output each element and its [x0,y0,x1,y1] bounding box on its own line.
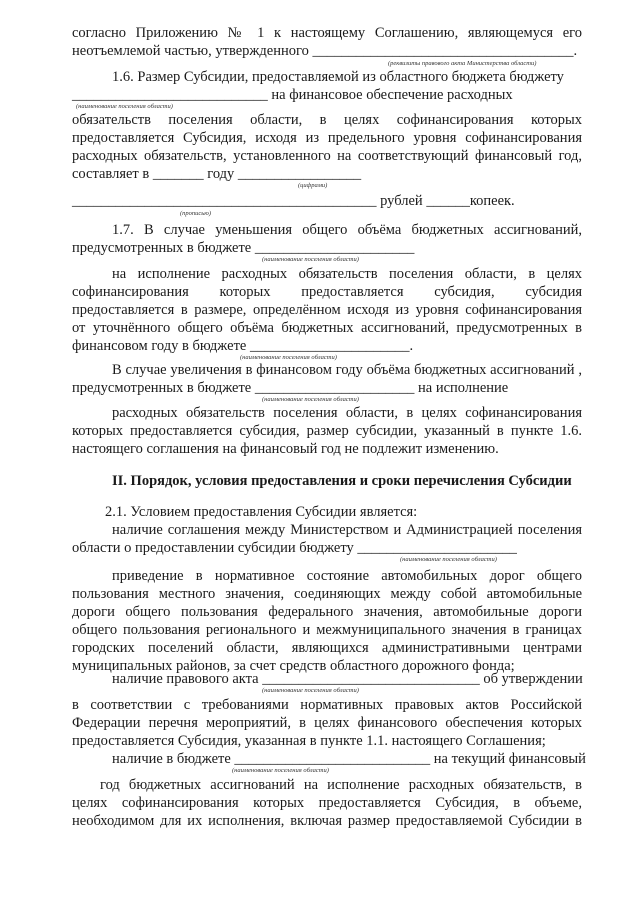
section-heading: II. Порядок, условия предоставления и сроки перечисления Субсидии [112,473,572,489]
field-hint: (реквизиты правового акта Министерства области) [388,60,537,67]
text-line: согласно Приложению № 1 к настоящему Соглашению, являющемуся его [72,25,582,41]
text-line: предоставляется Субсидия, указанная в пункте 1.1. настоящего Соглашения; [72,733,546,749]
text-line: 1.7. В случае уменьшения общего объёма бюджетных ассигнований, [112,222,582,238]
text-line: муниципальных районов, за счет средств областного дорожного фонда; [72,658,515,674]
text-line: 1.6. Размер Субсидии, предоставляемой из областного бюджета бюджету [112,69,564,85]
text-line: городских поселений области, являющихся административными центрами [72,640,582,656]
field-hint: (прописью) [180,210,212,217]
text-line: наличие правового акта ______________________________ об утверждении [112,671,583,687]
text-line: составляет в _______ году _________________ [72,166,362,182]
text-line: от уточнённого общего объёма бюджетных ассигнований, предусмотренных в [72,320,582,336]
text-line: которых предоставляется субсидия, размер субсидии, указанный в пункте 1.6. [72,423,582,439]
text-line: настоящего соглашения на финансовый год не подлежит изменению. [72,441,499,457]
text-line: софинансирования которых предоставляется субсидия, субсидия [72,284,582,300]
field-hint: (наименование поселения области) [262,256,359,263]
text-line: предусмотренных в бюджете ______________________ [72,240,415,256]
text-line: наличие в бюджете ___________________________ на текущий финансовый [112,751,586,767]
text-line: предусмотренных в бюджете ______________________ на исполнение [72,380,509,396]
text-line: Федерации перечня мероприятий, в целях финансового обеспечения которых [72,715,582,731]
text-line: области о предоставлении субсидии бюджету ______________________ [72,540,517,556]
text-line: ___________________________ на финансовое обеспечение расходных [72,87,513,103]
text-line: неотъемлемой частью, утвержденного ____________________________________. [72,43,578,59]
text-line: предоставляется в размере, определённом исходя из уровня софинансирования [72,302,582,318]
field-hint: (цифрами) [298,182,328,189]
text-line: финансовом году в бюджете ______________________. [72,338,414,354]
text-line: 2.1. Условием предоставления Субсидии является: [105,504,418,520]
text-line: в соответствии с требованиями нормативных правовых актов Российской [72,697,582,713]
field-hint: (наименование поселения области) [76,103,173,110]
text-line: пользования местного значения, соединяющих между собой автомобильные [72,586,582,602]
text-line: необходимом для их исполнения, включая размер предоставляемой Субсидии в [72,813,582,829]
text-line: расходных обязательств поселения области, в целях софинансирования [112,405,582,421]
text-line: __________________________________________ рублей ______копеек. [72,193,515,209]
text-line: год бюджетных ассигнований на исполнение расходных обязательств, в [100,777,582,793]
text-line: общего пользования регионального и межмуниципального значения в границах [72,622,582,638]
text-line: предоставляется Субсидия, исходя из предельного уровня софинансирования [72,130,582,146]
field-hint: (наименование поселения области) [400,556,497,563]
text-line: приведение в нормативное состояние автомобильных дорог общего [112,568,582,584]
field-hint: (наименование поселения области) [262,396,359,403]
text-line: целях софинансирования которых предоставляется Субсидия, в объеме, [72,795,582,811]
text-line: расходных обязательств, установленного на соответствующий финансовый год, [72,148,582,164]
field-hint: (наименование поселения области) [232,767,329,774]
field-hint: (наименование поселения области) [240,354,337,361]
text-line: В случае увеличения в финансовом году объёма бюджетных ассигнований , [112,362,582,378]
field-hint: (наименование поселения области) [262,687,359,694]
text-line: наличие соглашения между Министерством и Администрацией поселения [112,522,582,538]
text-line: на исполнение расходных обязательств поселения области, в целях [112,266,582,282]
text-line: обязательств поселения области, в целях софинансирования которых [72,112,582,128]
text-line: дороги общего пользования федерального значения, автомобильные дороги [72,604,582,620]
